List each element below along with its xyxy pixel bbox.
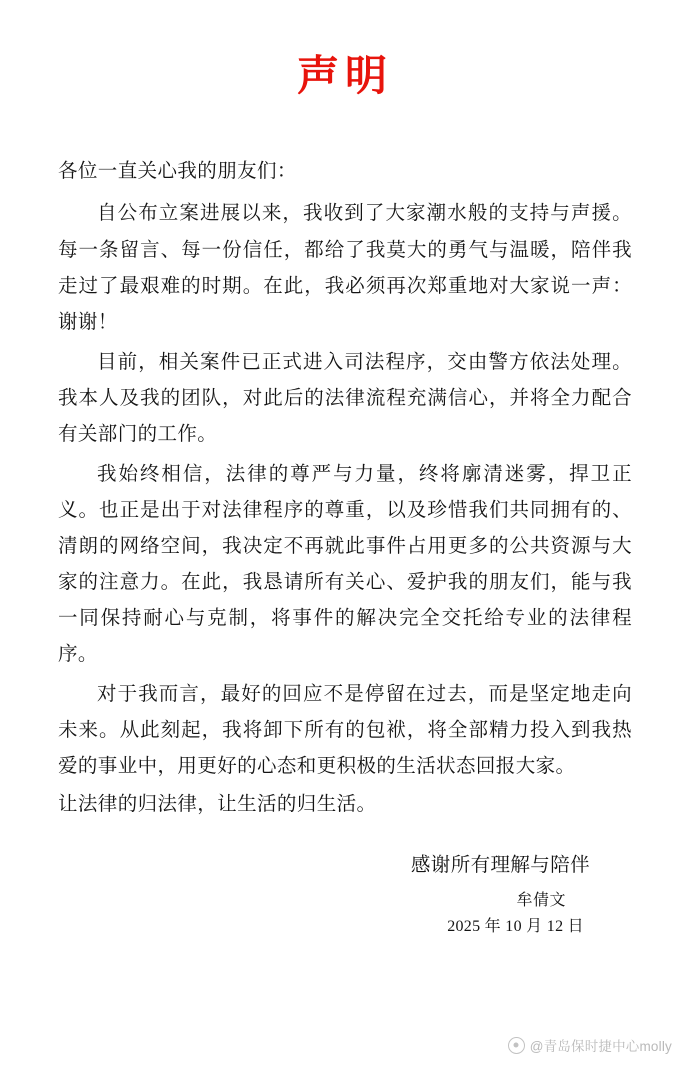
paragraph-3: 我始终相信，法律的尊严与力量，终将廓清迷雾，捍卫正义。也正是出于对法律程序的尊重，以及珍惜我们共同拥有的、清朗的网络空间，我决定不再就此事件占用更多的公共资源与大家的注意力。在此，我恳请所有关心、爱护我的朋友们，能与我一同保持耐心与克制，将事件的解决完全交托给专业的法律程序。 [58, 463, 632, 666]
salutation-line: 各位一直关心我的朋友们： [58, 161, 297, 183]
watermark [508, 1035, 672, 1055]
paragraph-2: 目前，相关案件已正式进入司法程序，交由警方依法处理。我本人及我的团队，对此后的法律流程充满信心，并将全力配合有关部门的工作。 [58, 351, 632, 445]
signature-block [58, 850, 632, 939]
watermark-label: @青岛保时捷中心molly [529, 1039, 672, 1054]
paragraph-5: 让法律的归法律，让生活的归生活。 [58, 794, 377, 816]
weibo-eye-icon [508, 1037, 525, 1054]
signature-date: 2025 年 10 月 12 日 [447, 917, 584, 935]
page-title: 声明 [296, 54, 393, 100]
paragraph-4: 对于我而言，最好的回应不是停留在过去，而是坚定地走向未来。从此刻起，我将卸下所有的包袱，将全部精力投入到我热爱的事业中，用更好的心态和更积极的生活状态回报大家。 [58, 684, 632, 778]
signature-thanks: 感谢所有理解与陪伴 [410, 854, 590, 876]
paragraph-1: 自公布立案进展以来，我收到了大家潮水般的支持与声援。每一条留言、每一份信任，都给了我莫大的勇气与温暖，陪伴我走过了最艰难的时期。在此，我必须再次郑重地对大家说一声：谢谢！ [58, 203, 632, 333]
signature-name: 牟倩文 [516, 891, 566, 909]
statement-body [58, 154, 632, 823]
